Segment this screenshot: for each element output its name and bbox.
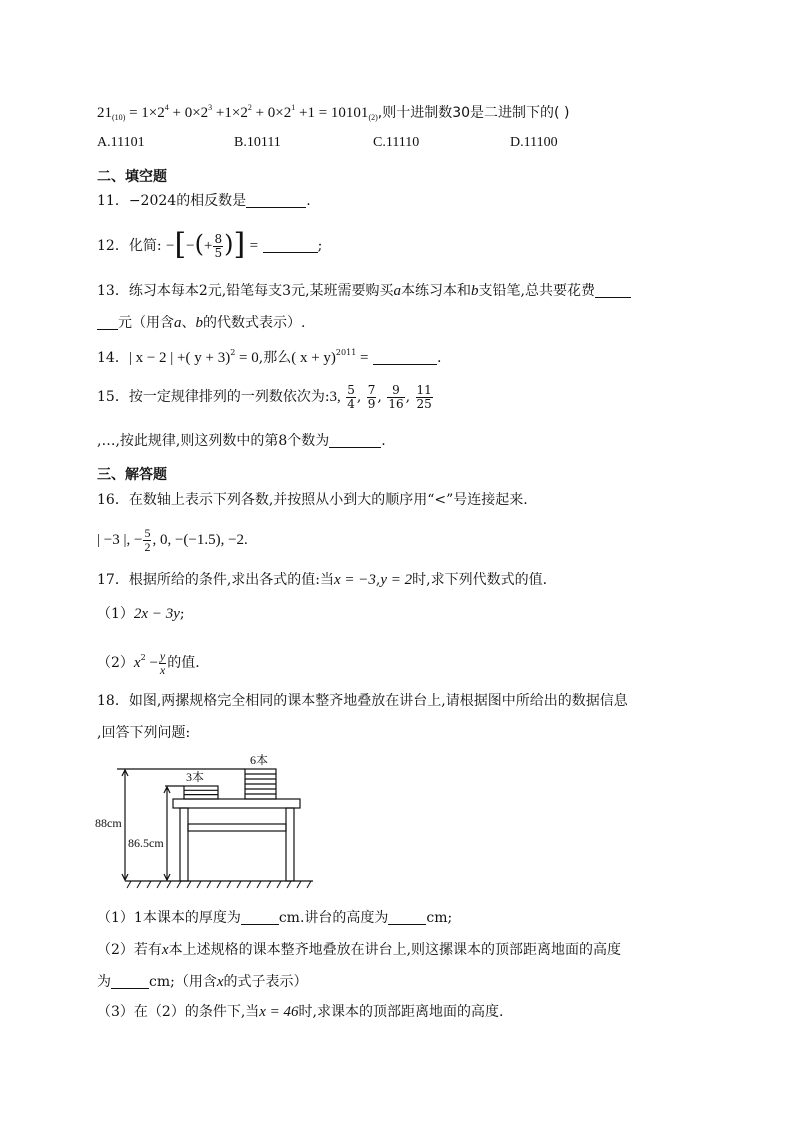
- q10-option-a: A.11101: [97, 135, 145, 150]
- ground-hatching: [127, 881, 311, 888]
- question-13-line-2: 元（用含a、b的代数式表示）.: [97, 313, 305, 333]
- question-18-part-2-line-2: 为 cm;（用含x的式子表示）: [97, 974, 308, 990]
- answer-blank[interactable]: [329, 432, 381, 448]
- answer-blank[interactable]: [246, 192, 306, 208]
- desk-leg-left: [180, 808, 188, 881]
- question-15-line-1: 15．按一定规律排列的一列数依次为:3, $\frac{5}{4}$ , $\frac{7}{9}$ , $\frac{9}{16}$ , $\frac{11}{25}$: [97, 382, 432, 411]
- fraction: $\frac{5}{4}$: [347, 382, 355, 411]
- desk-books-figure: [95, 748, 315, 890]
- question-18-part-3: （3）在（2）的条件下,当x = 46时,求课本的顶部距离地面的高度.: [97, 1004, 504, 1020]
- desk-top: [173, 799, 300, 808]
- answer-blank[interactable]: [595, 282, 631, 298]
- answer-blank[interactable]: [263, 237, 318, 253]
- q10-option-d: D.11100: [510, 135, 558, 150]
- desk-leg-right: [286, 808, 294, 881]
- label-86-5cm: 86.5cm: [128, 836, 164, 850]
- q10-option-b: B.10111: [234, 135, 281, 150]
- fraction: $\frac{7}{9}$: [367, 382, 376, 411]
- question-14: 14．| x − 2 | +( y + 3)$^2$ = 0,那么( x + y)$^{2011}$ = .: [97, 348, 442, 366]
- question-18-line-2: ,回答下列问题:: [97, 725, 191, 741]
- fraction: $\frac{11}{25}$: [416, 382, 432, 411]
- fraction-y-x: $\frac{y}{x}$: [159, 648, 166, 677]
- desk-crossbar: [188, 824, 286, 831]
- question-16: 16．在数轴上表示下列各数,并按照从小到大的顺序用“<”号连接起来.: [97, 492, 528, 508]
- question-18-line-1: 18．如图,两摞规格完全相同的课本整齐地叠放在讲台上,请根据图中所给出的数据信息: [97, 693, 628, 709]
- question-17: 17．根据所给的条件,求出各式的值:当x = −3,y = 2时,求下列代数式的值.: [97, 572, 548, 588]
- q10-stem: $21_{(10)} = 1\times 2^4 + 0\times 2^3 +1\times 2^2 + 0\times 2^1 +1 = 10101_{(2)}$,则十进制数30是二进制下的( ): [97, 103, 570, 122]
- answer-blank[interactable]: [388, 909, 426, 925]
- fraction-8-5: $\frac{8}{5}$: [214, 231, 223, 260]
- question-17-part-2: $(2)x^2$ − $\frac{y}{x}$ 的值.: [97, 648, 200, 677]
- label-3-books: 3本: [186, 770, 205, 784]
- book-stack-3: [184, 786, 218, 799]
- question-18-part-2-line-1: （2）若有x本上述规格的课本整齐地叠放在讲台上,则这摞课本的顶部距离地面的高度: [97, 942, 622, 958]
- fraction: $\frac{9}{16}$: [388, 382, 404, 411]
- question-13-line-1: 13．练习本每本2元,铅笔每支3元,某班需要购买a本练习本和b支铅笔,总共要花费: [97, 281, 631, 301]
- answer-blank[interactable]: [111, 973, 149, 989]
- section-fill-in-heading: 二、填空题: [97, 169, 167, 185]
- answer-blank[interactable]: [241, 909, 279, 925]
- question-12: 12．化简: −[−(+ $\frac{8}{5}$ )] = ;: [97, 227, 323, 262]
- section-answer-heading: 三、解答题: [97, 467, 167, 483]
- question-18-part-1: （1）1本课本的厚度为 cm.讲台的高度为 cm;: [97, 910, 453, 926]
- label-6-books: 6本: [250, 753, 269, 767]
- answer-blank[interactable]: [373, 349, 437, 365]
- q10-option-c: C.11110: [373, 135, 420, 150]
- question-17-part-1: （1）2x − 3y;: [97, 606, 185, 622]
- question-11: 11．−2024的相反数是 .: [97, 193, 311, 209]
- label-88cm: 88cm: [95, 816, 122, 830]
- question-16-numbers: | −3 |, − $\frac{5}{2}$ , 0, −(−1.5), −2.: [97, 526, 248, 555]
- answer-blank-continued[interactable]: [97, 314, 118, 330]
- book-stack-6: [245, 769, 276, 799]
- question-15-line-2: ,…,按此规律,则这列数中的第8个数为 .: [97, 433, 386, 449]
- fraction-5-2: $\frac{5}{2}$: [144, 526, 151, 555]
